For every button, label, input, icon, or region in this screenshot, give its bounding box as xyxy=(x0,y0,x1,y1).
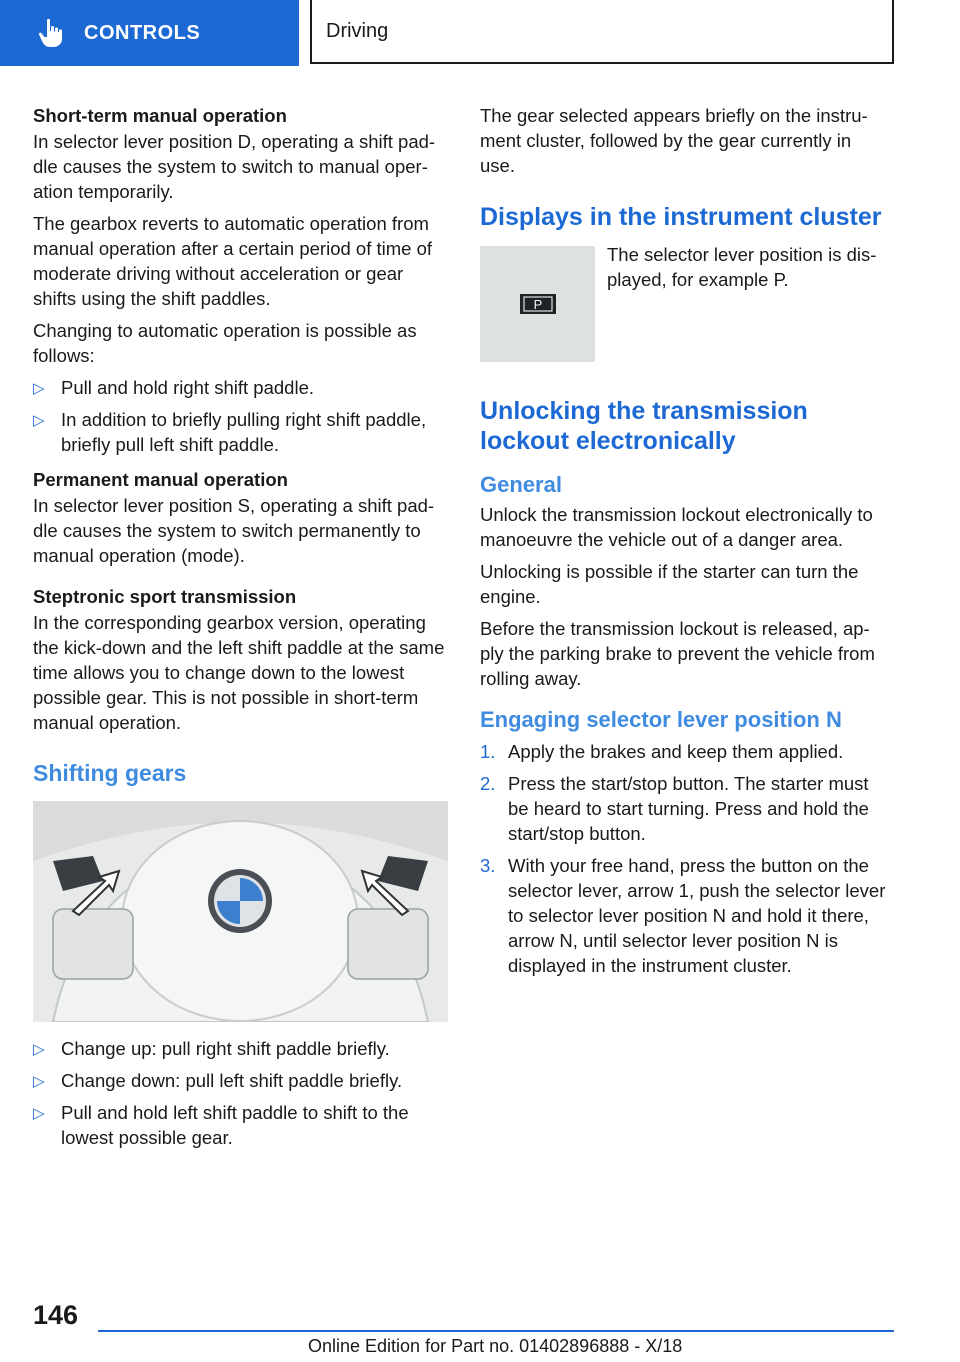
paragraph: The gearbox reverts to automatic operation from manual operation after a certain period of time of moderate driving without acceleration or gear shifts using the shift paddles. xyxy=(33,213,433,309)
list-item: 2. Press the start/stop button. The starter must be heard to start turning. Press and hold the start/stop button. xyxy=(480,773,869,844)
footer-divider xyxy=(98,1330,894,1332)
triangle-bullet-icon: ▷ xyxy=(33,412,45,429)
triangle-bullet-icon: ▷ xyxy=(33,1105,45,1122)
triangle-bullet-icon: ▷ xyxy=(33,1073,45,1090)
step-number: 2. xyxy=(480,773,496,794)
section-tab-controls[interactable] xyxy=(0,0,299,66)
paragraph: Unlock the transmission lockout electronically to manoeuvre the vehicle out of a danger area. xyxy=(480,504,873,550)
step-number: 1. xyxy=(480,741,496,762)
paragraph: Before the transmission lockout is released, ap-ply the parking brake to prevent the vehicle from rolling away. xyxy=(480,618,875,689)
triangle-bullet-icon: ▷ xyxy=(33,380,45,397)
paragraph: The selector lever position is dis-played, for example P. xyxy=(607,244,877,290)
general-heading: General xyxy=(480,472,562,497)
display-figure-row xyxy=(480,246,890,362)
paragraph: The gear selected appears briefly on the instru-ment cluster, followed by the gear currently in use. xyxy=(480,105,868,176)
permanent-heading: Permanent manual operation xyxy=(33,469,288,490)
shifting-gears-heading: Shifting gears xyxy=(33,760,187,786)
steering-wheel-figure xyxy=(33,801,448,1022)
page-number: 146 xyxy=(33,1300,79,1330)
steptronic-heading: Steptronic sport transmission xyxy=(33,586,297,607)
triangle-bullet-icon: ▷ xyxy=(33,1041,45,1058)
gear-display-figure xyxy=(480,246,595,362)
hand-pointer-icon xyxy=(38,18,64,48)
list-item: 1. Apply the brakes and keep them applied. xyxy=(480,741,844,762)
paragraph: Unlocking is possible if the starter can turn the engine. xyxy=(480,561,859,607)
step-list xyxy=(480,739,890,978)
chapter-label: Driving xyxy=(326,19,389,42)
list-item: ▷ In addition to briefly pulling right shift paddle, briefly pull left shift paddle. xyxy=(33,409,427,455)
gear-glyph: P xyxy=(533,297,543,312)
left-column xyxy=(33,103,449,1160)
displays-heading: Displays in the instrument cluster xyxy=(480,203,882,231)
paragraph: In selector lever position D, operating a shift pad-dle causes the system to switch to manual oper-ation temporarily. xyxy=(33,131,436,202)
unlocking-heading: Unlocking the transmission lockout electronically xyxy=(480,397,808,455)
list-item: ▷ Pull and hold right shift paddle. xyxy=(33,375,449,400)
section-label: CONTROLS xyxy=(84,21,201,44)
step-number: 3. xyxy=(480,855,496,876)
page-header xyxy=(0,0,960,66)
paragraph: In the corresponding gearbox version, operating the kick-down and the left shift paddle at the same time allows you to change down to the lowest possible gear. This is not possible in short-term manual operation. xyxy=(33,612,445,733)
list-item: ▷ Change up: pull right shift paddle briefly. xyxy=(33,1036,449,1061)
list-item: ▷ Change down: pull left shift paddle briefly. xyxy=(33,1068,449,1093)
right-column xyxy=(480,103,890,985)
bullet-list xyxy=(33,375,449,457)
footer-edition: Online Edition for Part no. 01402896888 - X/18 xyxy=(308,1336,683,1356)
chapter-tab[interactable] xyxy=(310,0,894,64)
list-item: 3. With your free hand, press the button on the selector lever, arrow 1, push the selector lever to selector lever position N and hold it there, arrow N, until selector lever position N is displayed in the instrument cluster. xyxy=(480,855,886,976)
paragraph: Changing to automatic operation is possible as follows: xyxy=(33,320,417,366)
short-term-heading: Short-term manual operation xyxy=(33,105,287,126)
paragraph: In selector lever position S, operating a shift pad-dle causes the system to switch permanently to manual operation (mode). xyxy=(33,495,435,566)
bullet-list xyxy=(33,1036,449,1150)
list-item: ▷ Pull and hold left shift paddle to shift to the lowest possible gear. xyxy=(33,1102,409,1148)
engaging-heading: Engaging selector lever position N xyxy=(480,707,842,732)
